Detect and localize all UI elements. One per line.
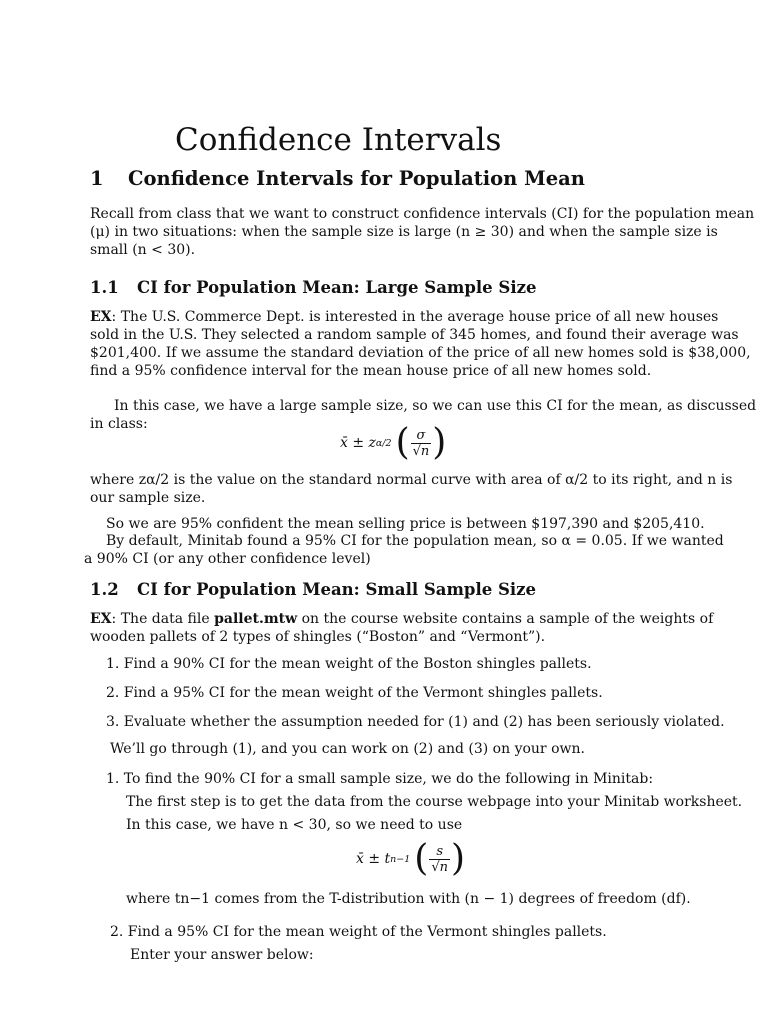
example-2-label: EX (90, 611, 112, 627)
task-item-1: 1. Find a 90% CI for the mean weight of the Boston shingles pallets. (106, 656, 592, 672)
formula-z-subscript: α/2 (375, 437, 392, 449)
formula-z-numerator: σ (416, 427, 426, 443)
section-1-title: Confidence Intervals for Population Mean (128, 167, 585, 190)
example-1-line-1 (90, 308, 718, 326)
large-case-line-2: in class: (90, 416, 148, 432)
example-1-line-3: $201,400. If we assume the standard deviation of the price of all new homes sold is $38,000, (90, 345, 751, 361)
section-1-1-heading (90, 278, 536, 297)
intro-line-1: Recall from class that we want to construct confidence intervals (CI) for the population mean (90, 206, 755, 222)
example-2-pre: : The data file (111, 611, 215, 627)
ci-formula-z: x̄ ± z α/2 ( $\frac{\sigma}{√n}$ ) (340, 422, 447, 463)
task-item-3: 3. Evaluate whether the assumption needed for (1) and (2) has been seriously violated. (106, 714, 725, 730)
example-1-line-2: sold in the U.S. They selected a random sample of 345 homes, and found their average was (90, 327, 739, 343)
large-case-line-1: In this case, we have a large sample size, so we can use this CI for the mean, as discussed (114, 398, 757, 414)
example-2-post: on the course website contains a sample of the weights of (297, 611, 714, 627)
intro-line-2: (μ) in two situations: when the sample size is large (n ≥ 30) and when the sample size is (90, 224, 718, 240)
example-2-line-2: wooden pallets of 2 types of shingles (“Boston” and “Vermont”). (90, 629, 546, 645)
step-1-line-2: The first step is to get the data from the course webpage into your Minitab worksheet. (126, 794, 743, 810)
formula-z-lhs: x̄ ± z (340, 435, 376, 451)
formula-t-denominator: n (439, 859, 448, 875)
formula-z-denominator: n (420, 443, 430, 459)
section-1-2-title: CI for Population Mean: Small Sample Size (137, 580, 537, 599)
where-z-line-2: our sample size. (90, 490, 206, 506)
step-1-line-3: In this case, we have n < 30, so we need to use (126, 817, 463, 833)
page-title: Confidence Intervals (175, 122, 502, 158)
example-1-label: EX (90, 309, 112, 325)
section-1-heading (90, 167, 585, 190)
section-1-1-title: CI for Population Mean: Large Sample Size (137, 278, 537, 297)
section-1-1-number: 1.1 (90, 278, 119, 297)
formula-t-lhs: x̄ ± t (356, 851, 391, 867)
formula-t-numerator: s (436, 843, 443, 859)
example-2-line-1 (90, 610, 713, 628)
where-t-line: where tn−1 comes from the T-distribution with (n − 1) degrees of freedom (df). (126, 891, 691, 907)
step-1-label: 1. To find the 90% CI for a small sample size, we do the following in Minitab: (106, 771, 654, 787)
go-through-line: We’ll go through (1), and you can work on (2) and (3) on your own. (110, 741, 585, 757)
example-1-line-4: find a 95% confidence interval for the mean house price of all new homes sold. (90, 363, 652, 379)
step-2-line-2: Enter your answer below: (130, 947, 314, 963)
where-z-line-1: where zα/2 is the value on the standard normal curve with area of α/2 to its right, and n is (90, 472, 733, 488)
section-1-2-number: 1.2 (90, 580, 119, 599)
example-1-text: : The U.S. Commerce Dept. is interested in the average house price of all new houses (111, 309, 719, 325)
confidence-line-3: a 90% CI (or any other confidence level) (84, 551, 371, 567)
section-1-number: 1 (90, 167, 104, 190)
example-2-file: pallet.mtw (214, 611, 298, 627)
step-2-label: 2. Find a 95% CI for the mean weight of the Vermont shingles pallets. (110, 924, 607, 940)
ci-formula-t: x̄ ± t n−1 ( $\frac{s}{√n}$ ) (356, 838, 466, 879)
intro-line-3: small (n < 30). (90, 242, 196, 258)
confidence-line-2: By default, Minitab found a 95% CI for the population mean, so α = 0.05. If we wanted (106, 533, 724, 549)
formula-t-subscript: n−1 (390, 853, 411, 865)
task-item-2: 2. Find a 95% CI for the mean weight of the Vermont shingles pallets. (106, 685, 603, 701)
section-1-2-heading (90, 580, 536, 599)
confidence-line-1: So we are 95% confident the mean selling price is between $197,390 and $205,410. (106, 516, 705, 532)
